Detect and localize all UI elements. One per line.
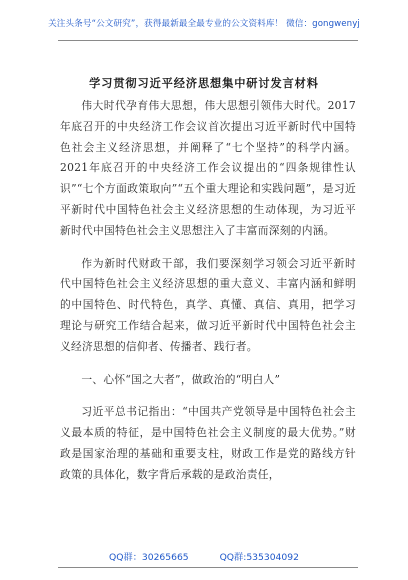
footer-qq-group-2: QQ群:535304092 [219, 552, 299, 563]
footer-contacts [0, 549, 408, 563]
document-title: 学习贯彻习近平经济思想集中研讨发言材料 [89, 77, 319, 90]
section-heading-1: 一、心怀“国之大者”，做政治的“明白人” [81, 372, 281, 386]
paragraph-cadre-duty: 作为新时代财政干部，我们要深刻学习领会习近平新时代中国特色社会主义经济思想的重大意义、丰富内涵和鲜明的中国特色、时代特色，真学、真懂、真信、真用，把学习理论与研究工作结合起来，做习近平新时代中国特色社会主义经济思想的信仰者、传播者、践行者。 [60, 256, 356, 353]
header-banner: 关注头条号“公文研究”，获得最新最全最专业的公文资料库！ 微信：gongwenyj [48, 19, 360, 29]
footer-qq-group-1: QQ群：30265665 [109, 552, 189, 563]
paragraph-quote: 习近平总书记指出：“中国共产党领导是中国特色社会主义最本质的特征，是中国特色社会主义制度的最大优势。”财政是国家治理的基础和重要支柱，财政工作是党的路线方针政策的具体化，数字背后承载的是政治责任， [60, 405, 356, 481]
footer-divider [58, 567, 358, 568]
header-divider [58, 40, 358, 41]
paragraph-intro: 伟大时代孕育伟大思想，伟大思想引领伟大时代。2017年底召开的中央经济工作会议首次提出习近平新时代中国特色社会主义经济思想，并阐释了“七个坚持”的科学内涵。2021年底召开的中央经济工作会议提出的“四条规律性认识”“七个方面政策取向”“五个重大理论和实践问题”，是习近平新时代中国特色社会主义经济思想的生动体现，为习近平新时代中国特色社会主义思想注入了丰富而深刻的内涵。 [60, 99, 356, 237]
document-body [60, 96, 356, 486]
